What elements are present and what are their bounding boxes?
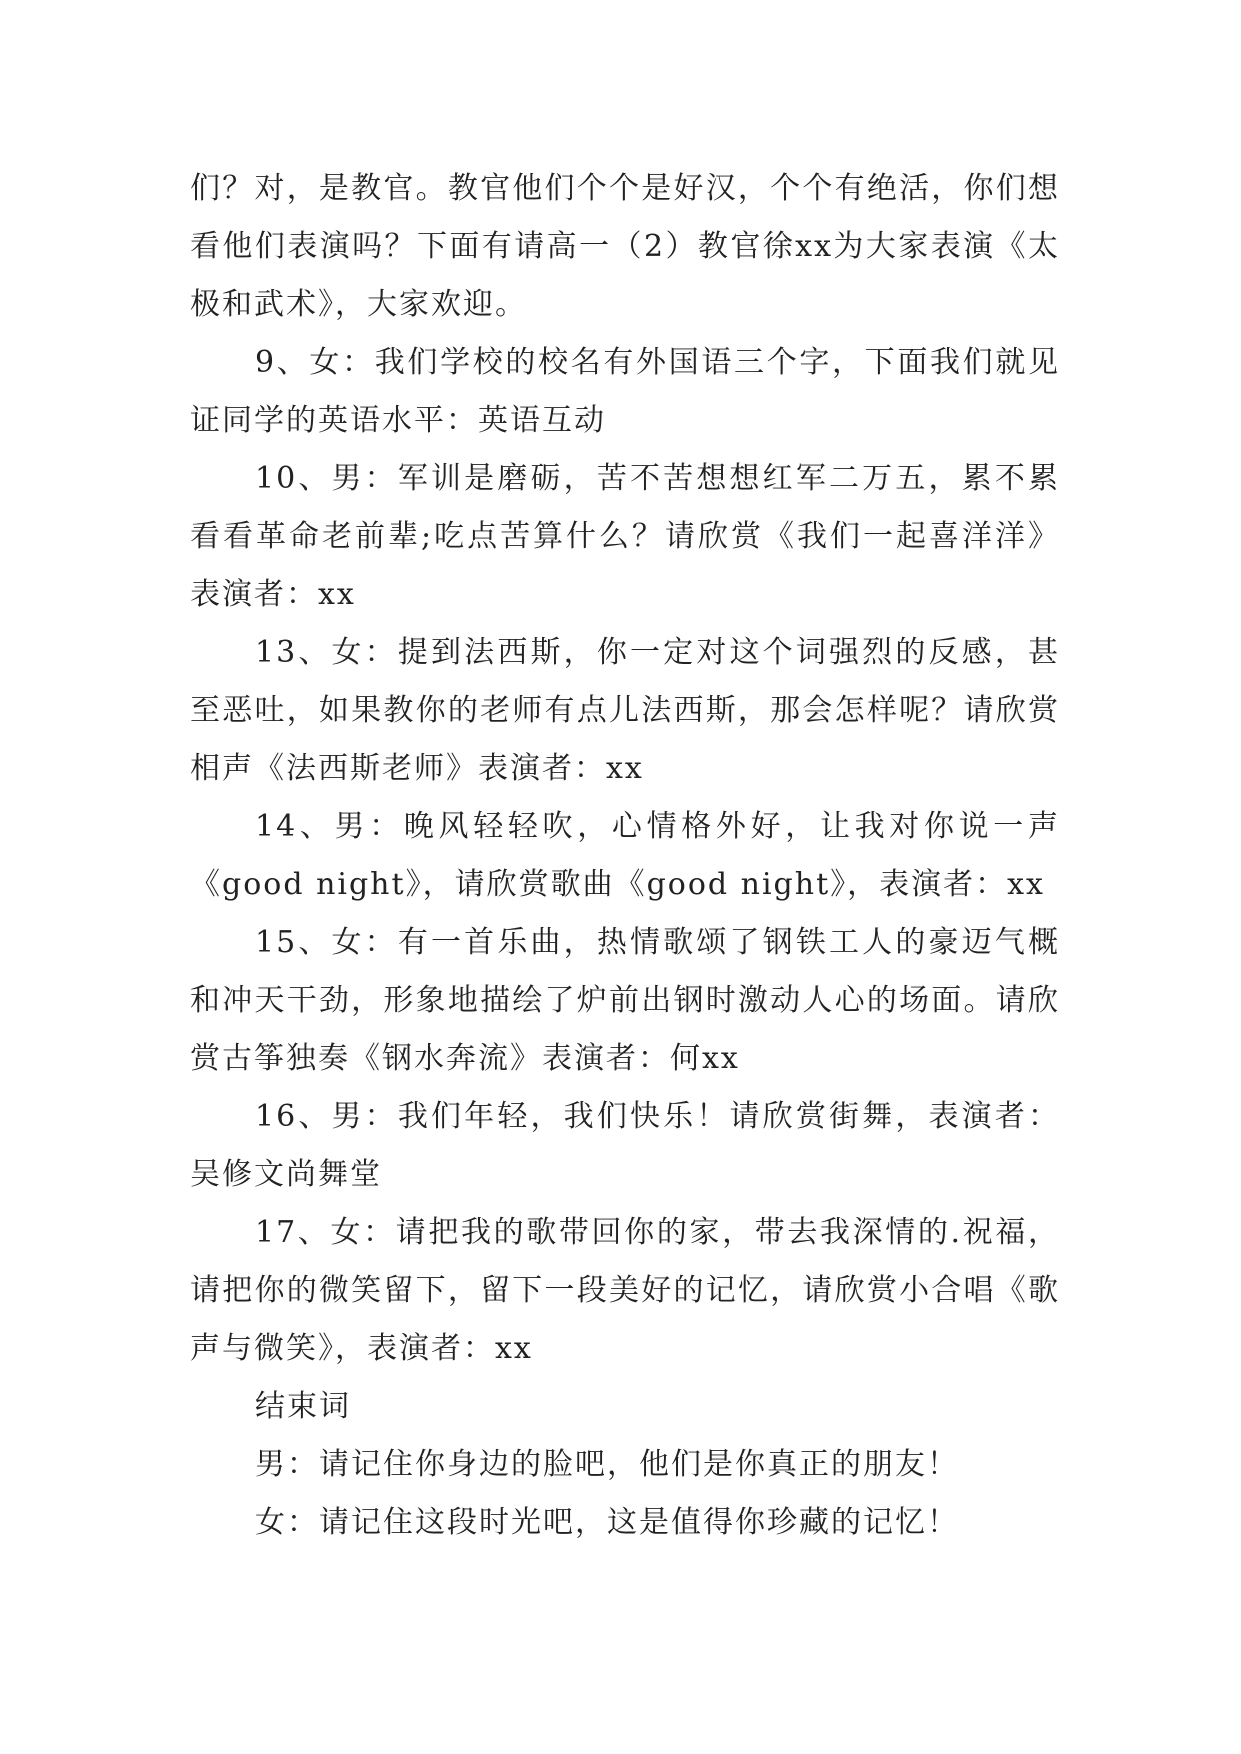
paragraph-item-14: 14、男：晚风轻轻吹，心情格外好，让我对你说一声《good night》，请欣赏歌曲《good night》，表演者：xx <box>190 809 1060 902</box>
paragraph-closing-female: 女：请记住这段时光吧，这是值得你珍藏的记忆！ <box>255 1505 959 1540</box>
paragraph-item-16: 16、男：我们年轻，我们快乐！请欣赏街舞，表演者：吴修文尚舞堂 <box>190 1099 1060 1192</box>
document-body <box>190 160 1060 1552</box>
paragraph-intro-continued: 们？对，是教官。教官他们个个是好汉，个个有绝活，你们想看他们表演吗？下面有请高一（2）教官徐xx为大家表演《太极和武术》，大家欢迎。 <box>190 171 1060 322</box>
paragraph-item-10: 10、男：军训是磨砺，苦不苦想想红军二万五，累不累看看革命老前辈;吃点苦算什么？请欣赏《我们一起喜洋洋》表演者：xx <box>190 461 1060 612</box>
paragraph-item-13: 13、女：提到法西斯，你一定对这个词强烈的反感，甚至恶吐，如果教你的老师有点儿法西斯，那会怎样呢？请欣赏相声《法西斯老师》表演者：xx <box>190 635 1060 786</box>
paragraph-closing-male: 男：请记住你身边的脸吧，他们是你真正的朋友！ <box>255 1447 959 1482</box>
paragraph-item-17: 17、女：请把我的歌带回你的家，带去我深情的.祝福，请把你的微笑留下，留下一段美好的记忆，请欣赏小合唱《歌声与微笑》，表演者：xx <box>190 1215 1060 1366</box>
paragraph-item-15: 15、女：有一首乐曲，热情歌颂了钢铁工人的豪迈气概和冲天干劲，形象地描绘了炉前出钢时激动人心的场面。请欣赏古筝独奏《钢水奔流》表演者：何xx <box>190 925 1060 1076</box>
paragraph-item-9: 9、女：我们学校的校名有外国语三个字，下面我们就见证同学的英语水平：英语互动 <box>190 345 1060 438</box>
section-heading-closing: 结束词 <box>255 1389 351 1424</box>
